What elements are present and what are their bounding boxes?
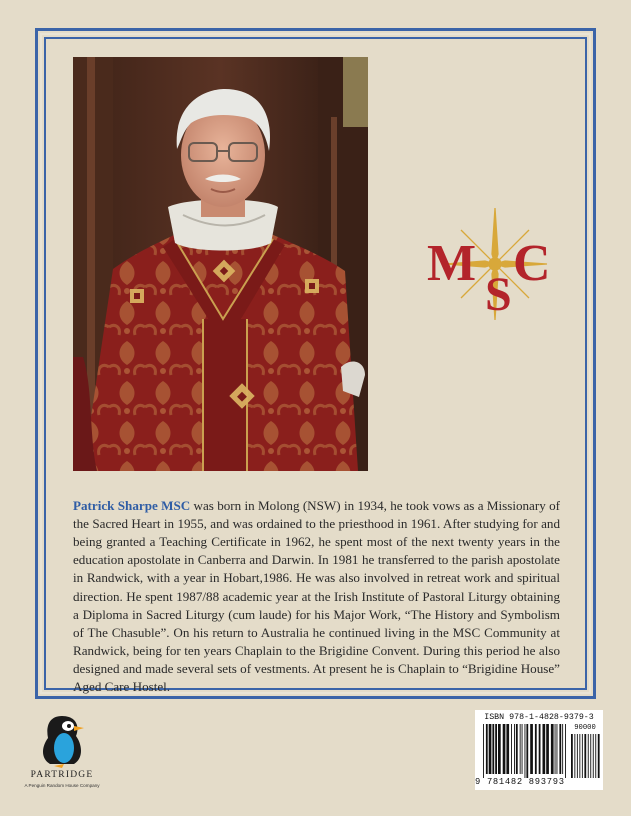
barcode-bar [503, 724, 506, 774]
barcode-bar [522, 724, 523, 774]
barcode-ean-digits: 9 781482 893793 [475, 777, 565, 787]
barcode-bar [543, 724, 546, 774]
barcode-bar [546, 724, 549, 774]
barcode-bar [530, 724, 533, 774]
isbn-label: ISBN 978-1-4828-9379-3 [484, 713, 594, 722]
barcode-bar [520, 724, 521, 774]
barcode-bar [559, 724, 561, 774]
barcode-bar [486, 724, 488, 774]
barcode-bar [514, 724, 515, 774]
barcode-bar [489, 724, 492, 774]
barcode-addon-bar [584, 734, 586, 778]
publisher-name: PARTRIDGE [30, 770, 94, 780]
barcode-bar [557, 724, 558, 774]
barcode-bar [495, 724, 497, 774]
barcode-bar [516, 724, 518, 774]
penguin-icon [20, 712, 104, 768]
barcode-bar [526, 724, 528, 778]
barcode-addon-bar [598, 734, 600, 778]
barcode-addon-bar [588, 734, 589, 778]
publisher-logo [20, 712, 104, 798]
author-biography [73, 497, 560, 696]
isbn-barcode [475, 710, 603, 790]
barcode-bar [498, 724, 501, 774]
barcode-addon-bar [595, 734, 596, 778]
barcode-bar [483, 724, 484, 778]
barcode-addon-bar [579, 734, 580, 778]
barcode-bar [492, 724, 494, 774]
barcode-bar [565, 724, 566, 778]
logo-letter-s: S [485, 268, 512, 320]
publisher-tagline: A Penguin Random House Company [24, 783, 100, 788]
barcode-addon-bar [590, 734, 591, 778]
msc-logo-emblem [425, 208, 555, 320]
logo-letter-m: M [427, 235, 477, 292]
author-photo [73, 57, 368, 471]
biography-text: was born in Molong (NSW) in 1934, he took vows as a Missionary of the Sacred Heart in 1955, and was ordained to the priesthood in 1961. After studying for and being granted a Teaching Certificate in 1962, he spent most of the next twenty years in the education apostolate in Canberra and Darwin. In 1981 he transferred to the parish apostolate in Randwick, with a year in Hobart,1986. He was also involved in retreat work and spiritual direction. He spent 1987/88 academic year at the Irish Institute of Pastoral Liturgy obtaining a Diploma in Sacred Liturgy (cum laude) for his Major Work, “The History and Symbolism of The Chasuble”. On his return to Australia he continued living in the MSC Community at Randwick, being for ten years Chaplain to the Brigidine Convent. During this period he also designed and made several sets of vestments. At present he is Chaplain to “Brigidine House” Aged Care Hostel. [73, 498, 560, 695]
logo-letter-c: C [513, 235, 551, 292]
barcode-bar [525, 724, 526, 778]
barcode-addon-bar [582, 734, 583, 778]
barcode-bar [539, 724, 541, 774]
barcode-addon-bar [577, 734, 578, 778]
author-name: Patrick Sharpe MSC [73, 498, 191, 514]
barcode-bar [555, 724, 556, 774]
msc-logo [425, 208, 555, 320]
barcode-addon-bar [574, 734, 575, 778]
author-photo-illustration [73, 57, 368, 471]
barcode-bar [551, 724, 554, 774]
barcode-addon-digits: 90000 [574, 724, 596, 732]
barcode-bar [535, 724, 537, 774]
barcode-bar [511, 724, 512, 774]
barcode-bar [562, 724, 563, 774]
barcode-addon-bar [593, 734, 594, 778]
barcode-bar [506, 724, 509, 774]
barcode-addon-bar [571, 734, 573, 778]
